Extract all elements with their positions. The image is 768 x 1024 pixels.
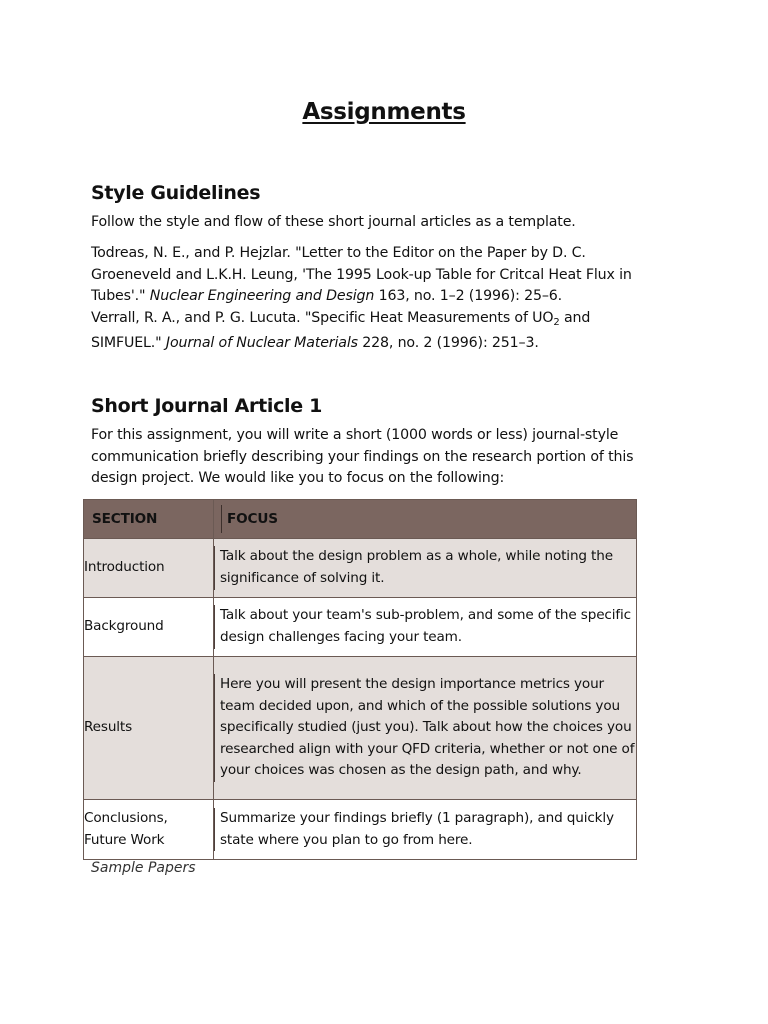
table-row [84,657,637,800]
table-row [84,800,637,860]
table-row [84,598,637,657]
row-focus-text: Talk about the design problem as a whole, while noting the significance of solving it. [214,546,636,589]
row-focus [214,800,637,860]
row-section: Results [84,657,214,800]
reference-2-journal: Journal of Nuclear Materials [165,335,358,352]
style-guidelines-heading: Style Guidelines [91,182,261,204]
reference-list [91,243,651,355]
table-row [84,539,637,598]
row-focus [214,657,637,800]
reference-1-authors: Todreas, N. E., and P. Hejzlar. "Letter to the Editor on the Paper by D. C. Groeneveld and L.K.H. Leung, 'The 1995 Look-up Table for Critcal Heat Flux in Tubes'." [91,245,632,305]
article1-heading: Short Journal Article 1 [91,395,323,417]
sample-papers-caption: Sample Papers [91,860,196,876]
row-section: Conclusions, Future Work [84,800,214,860]
header-focus-label: FOCUS [221,505,630,533]
reference-1-details: 163, no. 1–2 (1996): 25–6. [378,288,563,305]
reference-1-journal: Nuclear Engineering and Design [149,288,375,305]
row-focus [214,539,637,598]
row-section: Introduction [84,539,214,598]
row-focus [214,598,637,657]
row-focus-text: Here you will present the design importance metrics your team decided upon, and which of the possible solutions you specifically studied (just you). Talk about how the choices you researched align with your QFD criteria, whether or not one of your choices was chosen as the design path, and why. [214,674,636,782]
row-section: Background [84,598,214,657]
page-title: Assignments [302,99,466,125]
row-focus-text: Summarize your findings briefly (1 paragraph), and quickly state where you plan to go from here. [214,808,636,851]
reference-2-authors-a: Verrall, R. A., and P. G. Lucuta. "Specific Heat Measurements of UO [91,309,554,326]
reference-2-details: 228, no. 2 (1996): 251–3. [362,335,539,352]
table-header-row [84,500,637,539]
article1-intro: For this assignment, you will write a short (1000 words or less) journal-style communication briefly describing your findings on the research portion of this design project. We would like you to focus on the following: [91,427,634,487]
style-guidelines-intro: Follow the style and flow of these short journal articles as a template. [91,214,576,230]
focus-table [83,499,637,860]
reference-1 [91,243,651,308]
reference-2 [91,308,651,355]
header-section: SECTION [84,500,214,539]
header-focus [214,500,637,539]
reference-2-subscript: 2 [553,316,560,328]
reference-2-authors-b: and SIMFUEL." [91,309,591,352]
row-focus-text: Talk about your team's sub-problem, and some of the specific design challenges facing your team. [214,605,636,648]
